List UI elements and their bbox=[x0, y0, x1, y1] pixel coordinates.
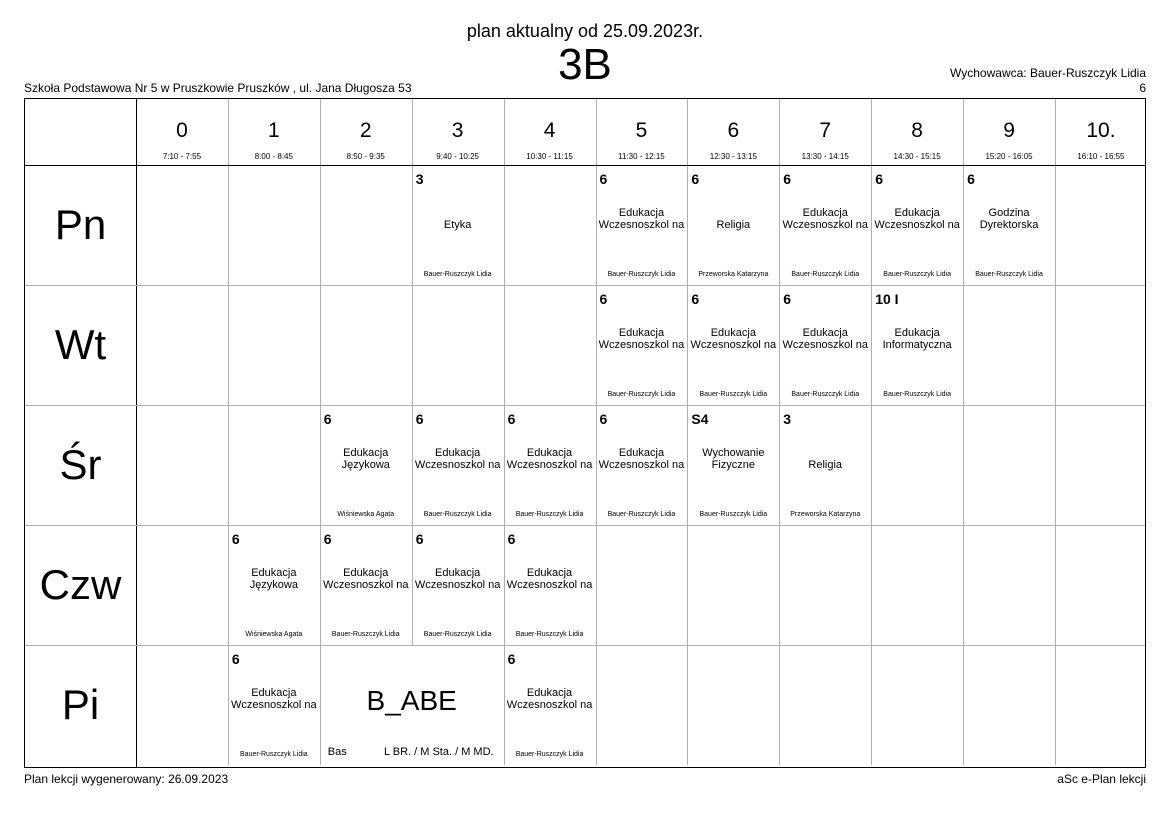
lesson-cell bbox=[871, 165, 963, 285]
period-time: 7:10 - 7:55 bbox=[162, 152, 202, 161]
generated-date: Plan lekcji wygenerowany: 26.09.2023 bbox=[24, 772, 229, 786]
period-number: 5 bbox=[635, 119, 648, 142]
lesson-room: 6 bbox=[599, 171, 608, 187]
lesson-subject: Edukacja Wczesnoszkol na bbox=[506, 687, 593, 711]
group-lesson-cell bbox=[320, 645, 504, 765]
lesson-teacher: Bauer-Ruszczyk Lidia bbox=[607, 391, 676, 398]
class-name: 3B bbox=[558, 40, 612, 89]
period-time: 14:30 - 15:15 bbox=[893, 152, 941, 161]
grid-line bbox=[1055, 525, 1056, 645]
lesson-subject: Edukacja Wczesnoszkol na bbox=[782, 207, 869, 231]
lesson-room: 6 bbox=[231, 531, 240, 547]
period-time: 9:40 - 10:25 bbox=[436, 152, 479, 161]
plan-subtitle: plan aktualny od 25.09.2023r. bbox=[466, 21, 704, 41]
grid-line bbox=[320, 285, 321, 405]
period-time: 16:10 - 16:55 bbox=[1077, 152, 1125, 161]
lesson-cell bbox=[779, 285, 871, 405]
lesson-room: 6 bbox=[599, 291, 608, 307]
lesson-cell bbox=[596, 165, 688, 285]
day-label: Pn bbox=[54, 201, 107, 248]
period-header bbox=[779, 99, 871, 165]
group-name: B_ABE bbox=[366, 685, 457, 716]
lesson-cell bbox=[412, 405, 504, 525]
period-header bbox=[871, 99, 963, 165]
day-label: Śr bbox=[59, 441, 102, 488]
lesson-teacher: Bauer-Ruszczyk Lidia bbox=[423, 511, 492, 518]
period-number: 2 bbox=[359, 119, 372, 142]
lesson-room: 10 I bbox=[875, 291, 899, 307]
lesson-cell bbox=[779, 405, 871, 525]
period-time: 10:30 - 11:15 bbox=[526, 152, 573, 161]
lesson-subject: Edukacja Informatyczna bbox=[882, 327, 952, 351]
lesson-subject: Edukacja Wczesnoszkol na bbox=[782, 327, 869, 351]
period-header bbox=[136, 99, 228, 165]
lesson-room: 3 bbox=[415, 171, 424, 187]
period-header bbox=[228, 99, 320, 165]
grid-line bbox=[136, 99, 137, 767]
lesson-teacher: Bauer-Ruszczyk Lidia bbox=[975, 271, 1043, 278]
lesson-cell bbox=[228, 645, 320, 765]
lesson-teacher: Bauer-Ruszczyk Lidia bbox=[515, 511, 584, 518]
period-number: 3 bbox=[451, 119, 464, 142]
grid-line bbox=[963, 645, 964, 765]
lesson-cell bbox=[504, 525, 596, 645]
period-time: 13:30 - 14:15 bbox=[801, 152, 849, 161]
period-number: 9 bbox=[1003, 119, 1015, 142]
lesson-cell bbox=[504, 645, 596, 765]
grid-line bbox=[504, 165, 505, 285]
lesson-teacher: Bauer-Ruszczyk Lidia bbox=[607, 271, 676, 278]
lesson-teacher: Bauer-Ruszczyk Lidia bbox=[331, 631, 400, 638]
grid-line bbox=[963, 525, 964, 645]
day-label: Wt bbox=[54, 321, 107, 368]
lesson-room: 6 bbox=[691, 291, 700, 307]
lesson-cell bbox=[596, 285, 688, 405]
lesson-cell bbox=[687, 165, 779, 285]
lesson-subject: Edukacja Wczesnoszkol na bbox=[506, 567, 593, 591]
grid-line bbox=[228, 285, 229, 405]
lesson-subject: Edukacja Wczesnoszkol na bbox=[414, 567, 501, 591]
lesson-cell bbox=[596, 405, 688, 525]
period-time: 12:30 - 13:15 bbox=[709, 152, 757, 161]
grid-line bbox=[779, 525, 780, 645]
lesson-teacher: Bauer-Ruszczyk Lidia bbox=[423, 271, 492, 278]
lesson-teacher: Bauer-Ruszczyk Lidia bbox=[607, 511, 676, 518]
lesson-teacher: Bauer-Ruszczyk Lidia bbox=[791, 391, 860, 398]
group-label-right: L BR. / M Sta. / M MD. bbox=[383, 746, 494, 758]
lesson-cell bbox=[228, 525, 320, 645]
period-header bbox=[687, 99, 779, 165]
grid-line bbox=[871, 645, 872, 765]
timetable-grid bbox=[24, 98, 1146, 768]
lesson-room: S4 bbox=[691, 411, 709, 427]
lesson-room: 6 bbox=[507, 531, 516, 547]
lesson-cell bbox=[687, 285, 779, 405]
period-number: 7 bbox=[819, 119, 832, 142]
lesson-teacher: Bauer-Ruszczyk Lidia bbox=[515, 631, 584, 638]
grid-line bbox=[871, 525, 872, 645]
grid-line bbox=[871, 405, 872, 525]
lesson-subject: Godzina Dyrektorska bbox=[979, 207, 1039, 231]
grid-line bbox=[963, 405, 964, 525]
period-number: 6 bbox=[727, 119, 740, 142]
lesson-cell bbox=[504, 405, 596, 525]
period-time: 11:30 - 12:15 bbox=[618, 152, 665, 161]
software-name: aSc e-Plan lekcji bbox=[1057, 772, 1146, 786]
lesson-room: 6 bbox=[231, 651, 240, 667]
period-number: 8 bbox=[911, 119, 923, 142]
grid-line bbox=[1055, 645, 1056, 765]
lesson-teacher: Bauer-Ruszczyk Lidia bbox=[423, 631, 492, 638]
grid-line bbox=[596, 525, 597, 645]
period-header bbox=[412, 99, 504, 165]
lesson-cell bbox=[320, 405, 412, 525]
grid-line bbox=[504, 285, 505, 405]
lesson-teacher: Bauer-Ruszczyk Lidia bbox=[699, 511, 768, 518]
lesson-room: 6 bbox=[599, 411, 608, 427]
lesson-cell bbox=[412, 165, 504, 285]
lesson-cell bbox=[779, 165, 871, 285]
lesson-room: 6 bbox=[783, 171, 792, 187]
lesson-teacher: Wiśniewska Agata bbox=[245, 631, 303, 638]
lesson-room: 3 bbox=[783, 411, 792, 427]
period-header bbox=[963, 99, 1055, 165]
lesson-teacher: Wiśniewska Agata bbox=[337, 511, 395, 518]
grid-line bbox=[687, 645, 688, 765]
grid-line bbox=[1055, 165, 1056, 285]
lesson-teacher: Bauer-Ruszczyk Lidia bbox=[883, 391, 951, 398]
lesson-subject: Edukacja Wczesnoszkol na bbox=[414, 447, 501, 471]
lesson-room: 6 bbox=[783, 291, 792, 307]
lesson-teacher: Bauer-Ruszczyk Lidia bbox=[791, 271, 860, 278]
lesson-teacher: Bauer-Ruszczyk Lidia bbox=[699, 391, 768, 398]
day-label: Czw bbox=[39, 561, 122, 608]
period-time: 8:50 - 9:35 bbox=[346, 152, 385, 161]
lesson-teacher: Bauer-Ruszczyk Lidia bbox=[883, 271, 951, 278]
lesson-subject: Edukacja Wczesnoszkol na bbox=[598, 447, 685, 471]
grid-line bbox=[1055, 405, 1056, 525]
lesson-cell bbox=[687, 405, 779, 525]
period-time: 8:00 - 8:45 bbox=[254, 152, 293, 161]
lesson-room: 6 bbox=[967, 171, 975, 187]
period-number: 4 bbox=[543, 119, 556, 142]
grid-line bbox=[596, 645, 597, 765]
lesson-subject: Edukacja Wczesnoszkol na bbox=[874, 207, 960, 231]
lesson-subject: Wychowanie Fizyczne bbox=[702, 447, 765, 471]
period-header bbox=[320, 99, 412, 165]
lesson-subject: Edukacja Wczesnoszkol na bbox=[598, 327, 685, 351]
lesson-subject: Religia bbox=[808, 459, 843, 471]
day-label: Pi bbox=[61, 681, 100, 728]
lesson-room: 6 bbox=[415, 411, 424, 427]
lesson-room: 6 bbox=[323, 411, 332, 427]
lesson-subject: Etyka bbox=[443, 219, 472, 231]
grid-line bbox=[1055, 285, 1056, 405]
lesson-cell bbox=[320, 525, 412, 645]
lesson-teacher: Bauer-Ruszczyk Lidia bbox=[239, 751, 308, 758]
grid-line bbox=[320, 165, 321, 285]
lesson-cell bbox=[871, 285, 963, 405]
lesson-subject: Edukacja Wczesnoszkol na bbox=[322, 567, 409, 591]
period-header bbox=[596, 99, 688, 165]
school-name: Szkoła Podstawowa Nr 5 w Pruszkowie Pruszków , ul. Jana Długosza 53 bbox=[24, 81, 412, 95]
grid-line bbox=[687, 525, 688, 645]
lesson-room: 6 bbox=[691, 171, 700, 187]
period-time: 15:20 - 16:05 bbox=[985, 152, 1033, 161]
grid-line bbox=[963, 285, 964, 405]
homeroom-teacher: Wychowawca: Bauer-Ruszczyk Lidia bbox=[950, 66, 1146, 80]
lesson-subject: Edukacja Wczesnoszkol na bbox=[598, 207, 685, 231]
lesson-teacher: Przeworska Katarzyna bbox=[698, 271, 769, 278]
lesson-room: 6 bbox=[323, 531, 332, 547]
lesson-room: 6 bbox=[875, 171, 883, 187]
lesson-subject: Religia bbox=[716, 219, 751, 231]
lesson-cell bbox=[412, 525, 504, 645]
grid-line bbox=[412, 285, 413, 405]
lesson-subject: Edukacja Wczesnoszkol na bbox=[690, 327, 777, 351]
homeroom-room: 6 bbox=[1139, 81, 1146, 95]
lesson-subject: Edukacja Językowa bbox=[341, 447, 390, 471]
lesson-subject: Edukacja Językowa bbox=[249, 567, 298, 591]
period-number: 0 bbox=[176, 119, 188, 142]
period-number: 10. bbox=[1086, 119, 1116, 142]
lesson-teacher: Bauer-Ruszczyk Lidia bbox=[515, 751, 584, 758]
grid-line bbox=[228, 165, 229, 285]
grid-line bbox=[228, 405, 229, 525]
period-header bbox=[1055, 99, 1147, 165]
lesson-teacher: Przeworska Katarzyna bbox=[790, 511, 861, 518]
lesson-subject: Edukacja Wczesnoszkol na bbox=[506, 447, 593, 471]
group-label-left: Bas bbox=[327, 746, 347, 758]
period-number: 1 bbox=[267, 119, 280, 142]
grid-line bbox=[779, 645, 780, 765]
period-header bbox=[504, 99, 596, 165]
lesson-room: 6 bbox=[507, 651, 516, 667]
lesson-cell bbox=[963, 165, 1055, 285]
lesson-subject: Edukacja Wczesnoszkol na bbox=[231, 687, 317, 711]
lesson-room: 6 bbox=[507, 411, 516, 427]
lesson-room: 6 bbox=[415, 531, 424, 547]
